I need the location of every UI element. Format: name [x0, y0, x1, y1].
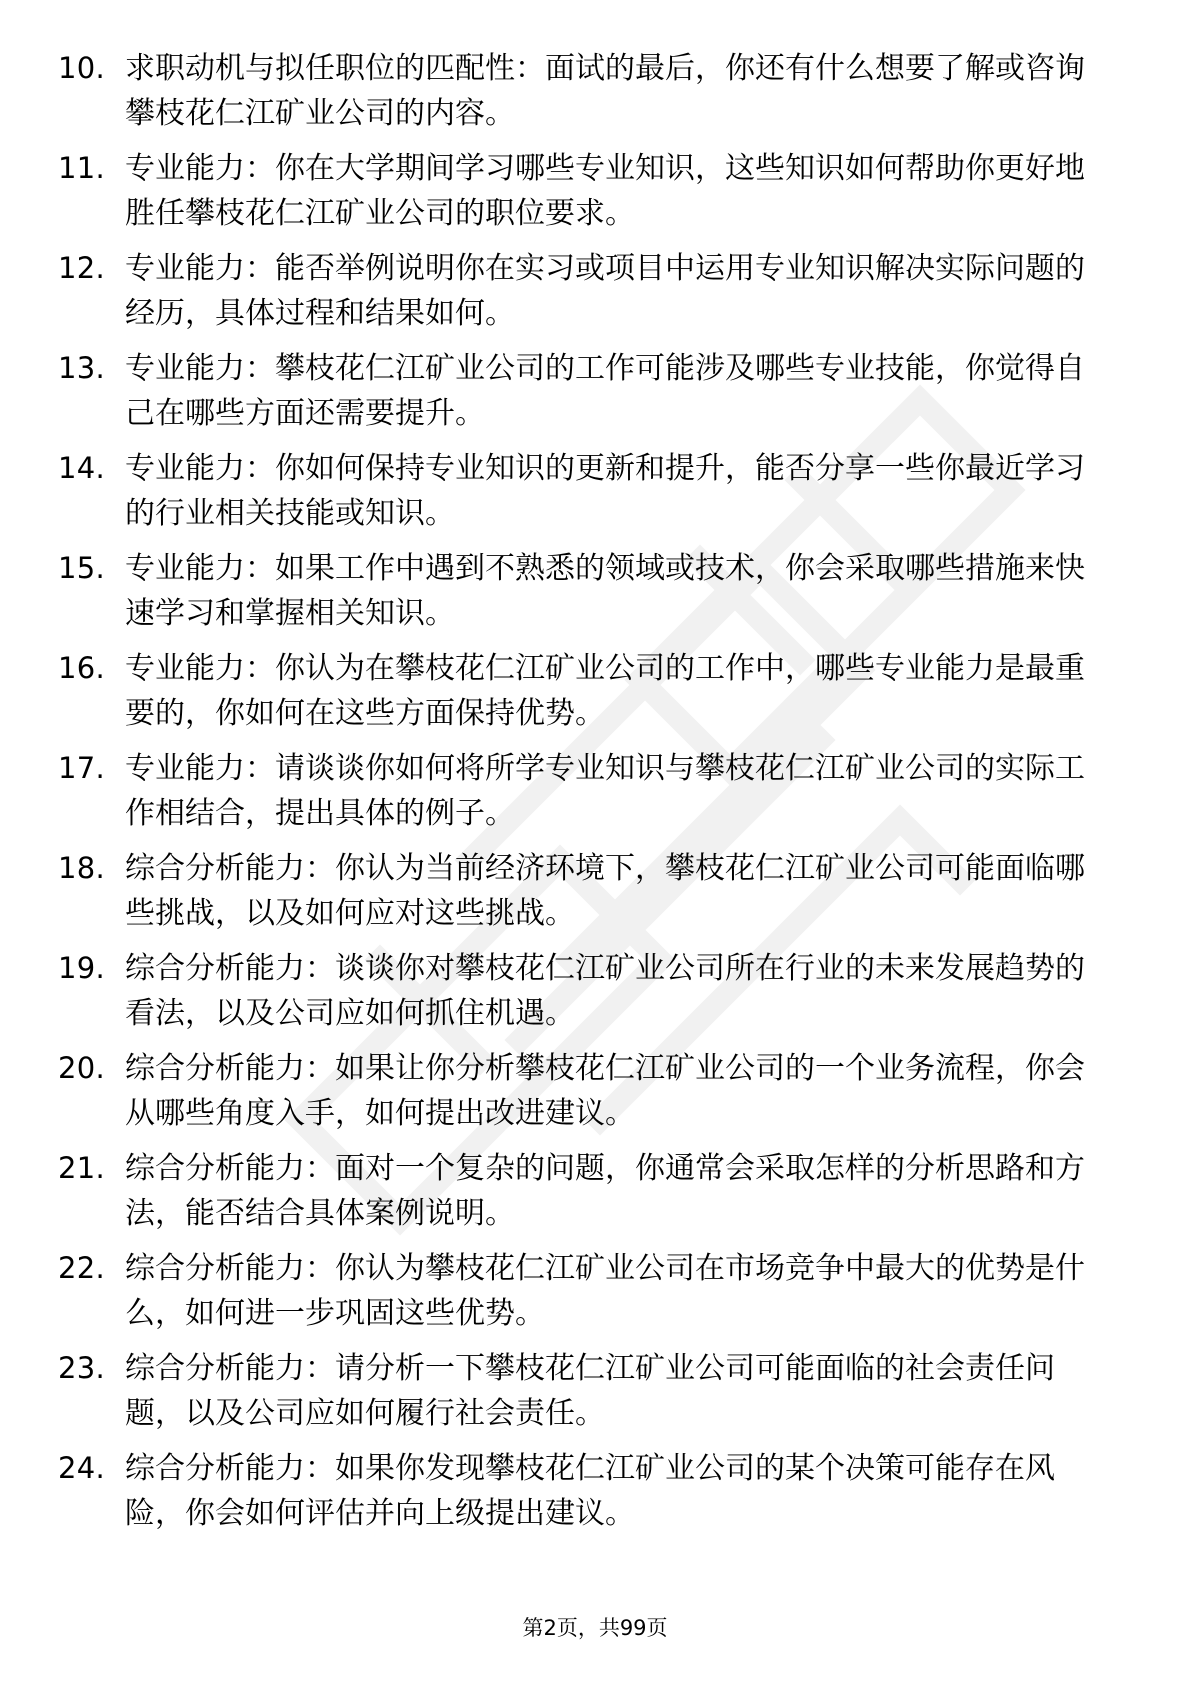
list-item [0, 746, 1190, 836]
list-item [0, 1146, 1190, 1236]
item-text: 综合分析能力：如果让你分析攀枝花仁江矿业公司的一个业务流程，你会从哪些角度入手，如何提出改进建议。 [125, 1051, 1085, 1131]
item-number: 19. [58, 951, 106, 985]
item-number: 16. [58, 651, 106, 685]
question-list [0, 46, 1190, 1536]
list-item [0, 546, 1190, 636]
list-item [0, 846, 1190, 936]
list-item [0, 1246, 1190, 1336]
item-text: 专业能力：你在大学期间学习哪些专业知识，这些知识如何帮助你更好地胜任攀枝花仁江矿业公司的职位要求。 [125, 151, 1085, 231]
list-item [0, 246, 1190, 336]
page-number-label: 第2页，共99页 [522, 1616, 668, 1640]
list-item [0, 446, 1190, 536]
item-number: 17. [58, 751, 106, 785]
page-footer [0, 1614, 1190, 1642]
item-number: 23. [58, 1351, 106, 1385]
item-number: 21. [58, 1151, 106, 1185]
document-body [0, 46, 1190, 1546]
list-item [0, 346, 1190, 436]
item-text: 综合分析能力：你认为攀枝花仁江矿业公司在市场竞争中最大的优势是什么，如何进一步巩固这些优势。 [125, 1251, 1085, 1331]
item-text: 求职动机与拟任职位的匹配性：面试的最后，你还有什么想要了解或咨询攀枝花仁江矿业公司的内容。 [125, 51, 1085, 131]
item-number: 20. [58, 1051, 106, 1085]
item-text: 综合分析能力：请分析一下攀枝花仁江矿业公司可能面临的社会责任问题，以及公司应如何履行社会责任。 [125, 1351, 1055, 1431]
item-number: 12. [58, 251, 106, 285]
list-item [0, 1446, 1190, 1536]
list-item [0, 1046, 1190, 1136]
list-item [0, 46, 1190, 136]
item-number: 11. [58, 151, 106, 185]
item-text: 专业能力：请谈谈你如何将所学专业知识与攀枝花仁江矿业公司的实际工作相结合，提出具体的例子。 [125, 751, 1085, 831]
item-text: 综合分析能力：你认为当前经济环境下，攀枝花仁江矿业公司可能面临哪些挑战，以及如何应对这些挑战。 [125, 851, 1085, 931]
list-item [0, 146, 1190, 236]
list-item [0, 946, 1190, 1036]
item-text: 综合分析能力：面对一个复杂的问题，你通常会采取怎样的分析思路和方法，能否结合具体案例说明。 [125, 1151, 1085, 1231]
item-text: 综合分析能力：如果你发现攀枝花仁江矿业公司的某个决策可能存在风险，你会如何评估并向上级提出建议。 [125, 1451, 1055, 1531]
item-number: 14. [58, 451, 106, 485]
item-text: 专业能力：能否举例说明你在实习或项目中运用专业知识解决实际问题的经历，具体过程和结果如何。 [125, 251, 1085, 331]
item-number: 18. [58, 851, 106, 885]
item-text: 专业能力：你认为在攀枝花仁江矿业公司的工作中，哪些专业能力是最重要的，你如何在这些方面保持优势。 [125, 651, 1085, 731]
item-number: 10. [58, 51, 106, 85]
item-text: 专业能力：如果工作中遇到不熟悉的领域或技术，你会采取哪些措施来快速学习和掌握相关知识。 [125, 551, 1085, 631]
item-number: 22. [58, 1251, 106, 1285]
item-number: 15. [58, 551, 106, 585]
item-text: 专业能力：攀枝花仁江矿业公司的工作可能涉及哪些专业技能，你觉得自己在哪些方面还需要提升。 [125, 351, 1085, 431]
item-text: 综合分析能力：谈谈你对攀枝花仁江矿业公司所在行业的未来发展趋势的看法，以及公司应如何抓住机遇。 [125, 951, 1085, 1031]
item-number: 24. [58, 1451, 106, 1485]
item-text: 专业能力：你如何保持专业知识的更新和提升，能否分享一些你最近学习的行业相关技能或知识。 [125, 451, 1085, 531]
list-item [0, 646, 1190, 736]
list-item [0, 1346, 1190, 1436]
item-number: 13. [58, 351, 106, 385]
